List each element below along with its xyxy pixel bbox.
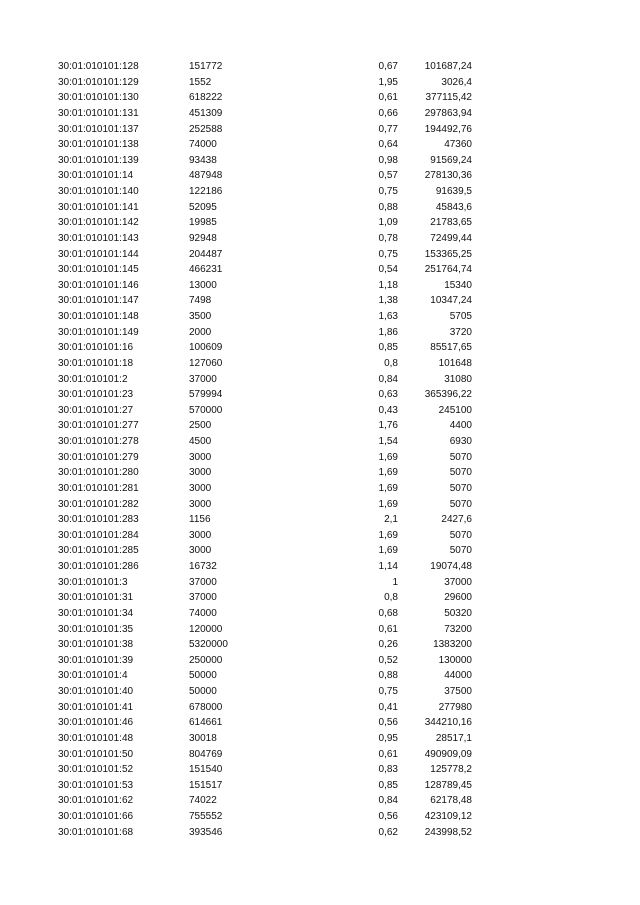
area-cell: 3000 (189, 482, 212, 494)
cadastral-number-cell: 30:01:010101:146 (58, 279, 139, 291)
total-cell: 194492,76 (424, 123, 472, 135)
table-row (0, 293, 640, 309)
table-row (0, 122, 640, 138)
area-cell: 3000 (189, 545, 212, 557)
cadastral-number-cell: 30:01:010101:16 (58, 342, 134, 354)
area-cell: 92948 (189, 232, 217, 244)
area-cell: 122186 (189, 186, 223, 197)
table-row (0, 684, 640, 700)
table-row (0, 231, 640, 247)
coefficient-cell: 1,69 (378, 545, 398, 557)
table-row (0, 809, 640, 825)
total-cell: 277980 (438, 701, 472, 713)
table-row (0, 575, 640, 591)
area-cell: 37000 (189, 576, 217, 588)
cadastral-number-cell: 30:01:010101:145 (58, 264, 139, 276)
total-cell: 72499,44 (430, 232, 472, 244)
total-cell: 3720 (449, 326, 472, 338)
cadastral-number-cell: 30:01:010101:283 (58, 514, 139, 526)
cadastral-number-cell: 30:01:010101:53 (58, 779, 134, 791)
total-cell: 5070 (449, 451, 472, 463)
total-cell: 19074,48 (430, 561, 472, 572)
area-cell: 3500 (189, 311, 212, 322)
area-cell: 487948 (189, 170, 223, 182)
area-cell: 100609 (189, 342, 223, 354)
total-cell: 47360 (444, 139, 472, 151)
cadastral-number-cell: 30:01:010101:2 (58, 373, 128, 385)
table-row (0, 715, 640, 731)
cadastral-number-cell: 30:01:010101:280 (58, 467, 139, 479)
area-cell: 151517 (189, 779, 223, 791)
total-cell: 1383200 (433, 639, 472, 651)
area-cell: 466231 (189, 264, 223, 276)
area-cell: 151772 (189, 61, 223, 72)
cadastral-number-cell: 30:01:010101:286 (58, 561, 139, 572)
total-cell: 5070 (449, 498, 472, 510)
table-row (0, 590, 640, 606)
total-cell: 365396,22 (424, 389, 472, 401)
total-cell: 91569,24 (430, 154, 472, 166)
total-cell: 344210,16 (424, 717, 472, 729)
cadastral-number-cell: 30:01:010101:40 (58, 686, 134, 697)
table-row (0, 793, 640, 809)
area-cell: 250000 (189, 654, 223, 666)
total-cell: 3026,4 (441, 76, 472, 88)
total-cell: 21783,65 (430, 217, 472, 229)
coefficient-cell: 0,41 (378, 701, 398, 713)
area-cell: 13000 (189, 279, 217, 291)
table-row (0, 512, 640, 528)
area-cell: 3000 (189, 498, 212, 510)
table-row (0, 403, 640, 419)
coefficient-cell: 1,86 (378, 326, 398, 338)
area-cell: 614661 (189, 717, 223, 729)
total-cell: 297863,94 (424, 107, 472, 119)
cadastral-number-cell: 30:01:010101:39 (58, 654, 134, 666)
cadastral-number-cell: 30:01:010101:46 (58, 717, 134, 729)
cadastral-number-cell: 30:01:010101:128 (58, 61, 139, 72)
total-cell: 128789,45 (424, 779, 472, 791)
cadastral-number-cell: 30:01:010101:23 (58, 389, 134, 401)
coefficient-cell: 0,84 (378, 373, 398, 385)
total-cell: 37500 (444, 686, 472, 697)
table-row (0, 622, 640, 638)
coefficient-cell: 0,26 (378, 639, 398, 651)
total-cell: 4400 (449, 420, 472, 432)
table-row (0, 309, 640, 325)
coefficient-cell: 0,61 (378, 748, 398, 760)
area-cell: 30018 (189, 732, 217, 744)
cadastral-number-cell: 30:01:010101:137 (58, 123, 139, 135)
area-cell: 37000 (189, 373, 217, 385)
area-cell: 1552 (189, 76, 212, 88)
total-cell: 73200 (444, 623, 472, 635)
total-cell: 5070 (449, 467, 472, 479)
coefficient-cell: 0,57 (378, 170, 398, 182)
cadastral-number-cell: 30:01:010101:143 (58, 232, 139, 244)
coefficient-cell: 1,76 (378, 420, 398, 432)
total-cell: 91639,5 (435, 186, 472, 197)
cadastral-number-cell: 30:01:010101:62 (58, 795, 134, 807)
table-row (0, 825, 640, 841)
table-row (0, 700, 640, 716)
table-row (0, 606, 640, 622)
cadastral-number-cell: 30:01:010101:140 (58, 186, 139, 197)
total-cell: 101648 (438, 357, 472, 369)
area-cell: 3000 (189, 467, 212, 479)
table-row (0, 434, 640, 450)
cadastral-number-cell: 30:01:010101:139 (58, 154, 139, 166)
cadastral-number-cell: 30:01:010101:144 (58, 248, 139, 260)
coefficient-cell: 0,62 (378, 826, 398, 838)
total-cell: 5070 (449, 529, 472, 541)
area-cell: 570000 (189, 404, 223, 416)
total-cell: 29600 (444, 592, 472, 604)
coefficient-cell: 0,56 (378, 717, 398, 729)
cadastral-number-cell: 30:01:010101:3 (58, 576, 128, 588)
cadastral-number-cell: 30:01:010101:68 (58, 826, 134, 838)
cadastral-number-cell: 30:01:010101:130 (58, 92, 139, 104)
total-cell: 45843,6 (435, 201, 472, 213)
area-cell: 37000 (189, 592, 217, 604)
coefficient-cell: 0,54 (378, 264, 398, 276)
coefficient-cell: 1,18 (378, 279, 398, 291)
table-row (0, 387, 640, 403)
coefficient-cell: 1,14 (378, 561, 398, 572)
cadastral-number-cell: 30:01:010101:277 (58, 420, 139, 432)
area-cell: 151540 (189, 764, 223, 776)
area-cell: 393546 (189, 826, 223, 838)
cadastral-number-cell: 30:01:010101:141 (58, 201, 139, 213)
area-cell: 451309 (189, 107, 223, 119)
total-cell: 6930 (449, 436, 472, 447)
total-cell: 423109,12 (424, 811, 472, 822)
table-row (0, 75, 640, 91)
total-cell: 101687,24 (424, 61, 472, 72)
coefficient-cell: 0,75 (378, 686, 398, 697)
coefficient-cell: 0,75 (378, 186, 398, 197)
cadastral-number-cell: 30:01:010101:142 (58, 217, 139, 229)
area-cell: 16732 (189, 561, 217, 572)
coefficient-cell: 1,54 (378, 436, 398, 447)
coefficient-cell: 0,95 (378, 732, 398, 744)
area-cell: 3000 (189, 451, 212, 463)
area-cell: 1156 (189, 514, 211, 526)
cadastral-number-cell: 30:01:010101:131 (58, 107, 139, 119)
coefficient-cell: 1,69 (378, 482, 398, 494)
cadastral-number-cell: 30:01:010101:27 (58, 404, 134, 416)
table-row (0, 418, 640, 434)
area-cell: 50000 (189, 670, 217, 682)
area-cell: 127060 (189, 357, 223, 369)
coefficient-cell: 1,09 (378, 217, 398, 229)
coefficient-cell: 0,98 (378, 154, 398, 166)
coefficient-cell: 0,75 (378, 248, 398, 260)
table-row (0, 168, 640, 184)
area-cell: 93438 (189, 154, 217, 166)
coefficient-cell: 0,63 (378, 389, 398, 401)
table-row (0, 465, 640, 481)
data-table (0, 59, 640, 840)
coefficient-cell: 0,88 (378, 201, 398, 213)
cadastral-number-cell: 30:01:010101:14 (58, 170, 134, 182)
cadastral-number-cell: 30:01:010101:285 (58, 545, 139, 557)
coefficient-cell: 1,69 (378, 451, 398, 463)
coefficient-cell: 0,61 (378, 92, 398, 104)
total-cell: 50320 (444, 607, 472, 619)
area-cell: 74000 (189, 139, 217, 151)
cadastral-number-cell: 30:01:010101:35 (58, 623, 134, 635)
area-cell: 74000 (189, 607, 217, 619)
total-cell: 153365,25 (424, 248, 472, 260)
table-row (0, 137, 640, 153)
area-cell: 50000 (189, 686, 217, 697)
cadastral-number-cell: 30:01:010101:148 (58, 311, 139, 322)
table-row (0, 450, 640, 466)
table-row (0, 637, 640, 653)
coefficient-cell: 0,52 (378, 654, 398, 666)
table-row (0, 247, 640, 263)
total-cell: 245100 (438, 404, 472, 416)
table-row (0, 668, 640, 684)
total-cell: 28517,1 (435, 732, 472, 744)
coefficient-cell: 1,69 (378, 529, 398, 541)
table-row (0, 762, 640, 778)
coefficient-cell: 1,63 (378, 311, 398, 322)
cadastral-number-cell: 30:01:010101:31 (58, 592, 134, 604)
total-cell: 37000 (444, 576, 472, 588)
area-cell: 252588 (189, 123, 223, 135)
coefficient-cell: 0,88 (378, 670, 398, 682)
coefficient-cell: 1,95 (378, 76, 398, 88)
coefficient-cell: 0,84 (378, 795, 398, 807)
area-cell: 755552 (189, 811, 223, 822)
cadastral-number-cell: 30:01:010101:281 (58, 482, 139, 494)
total-cell: 10347,24 (430, 295, 472, 307)
area-cell: 74022 (189, 795, 217, 807)
table-row (0, 184, 640, 200)
area-cell: 579994 (189, 389, 223, 401)
total-cell: 85517,65 (430, 342, 472, 354)
area-cell: 7498 (189, 295, 212, 307)
area-cell: 618222 (189, 92, 223, 104)
cadastral-number-cell: 30:01:010101:147 (58, 295, 139, 307)
cadastral-number-cell: 30:01:010101:149 (58, 326, 139, 338)
cadastral-number-cell: 30:01:010101:282 (58, 498, 139, 510)
area-cell: 5320000 (189, 639, 228, 651)
total-cell: 2427,6 (441, 514, 472, 526)
coefficient-cell: 1 (392, 576, 398, 588)
total-cell: 125778,2 (430, 764, 472, 776)
total-cell: 5070 (449, 545, 472, 557)
table-row (0, 372, 640, 388)
table-row (0, 528, 640, 544)
table-row (0, 356, 640, 372)
coefficient-cell: 0,85 (378, 342, 398, 354)
table-row (0, 106, 640, 122)
table-row (0, 481, 640, 497)
total-cell: 251764,74 (424, 264, 472, 276)
coefficient-cell: 0,43 (378, 404, 398, 416)
coefficient-cell: 1,69 (378, 467, 398, 479)
cadastral-number-cell: 30:01:010101:34 (58, 607, 134, 619)
table-row (0, 153, 640, 169)
coefficient-cell: 0,77 (378, 123, 398, 135)
total-cell: 377115,42 (425, 92, 472, 104)
cadastral-number-cell: 30:01:010101:138 (58, 139, 139, 151)
total-cell: 130000 (438, 654, 472, 666)
total-cell: 62178,48 (430, 795, 472, 807)
total-cell: 490909,09 (424, 748, 472, 760)
cadastral-number-cell: 30:01:010101:279 (58, 451, 139, 463)
area-cell: 4500 (189, 436, 212, 447)
total-cell: 243998,52 (424, 826, 472, 838)
coefficient-cell: 0,8 (384, 357, 398, 369)
total-cell: 278130,36 (424, 170, 472, 182)
table-row (0, 325, 640, 341)
cadastral-number-cell: 30:01:010101:278 (58, 436, 139, 447)
cadastral-number-cell: 30:01:010101:18 (58, 357, 134, 369)
total-cell: 15340 (444, 279, 472, 291)
cadastral-number-cell: 30:01:010101:66 (58, 811, 134, 822)
table-row (0, 731, 640, 747)
cadastral-number-cell: 30:01:010101:129 (58, 76, 139, 88)
table-row (0, 559, 640, 575)
table-row (0, 262, 640, 278)
area-cell: 204487 (189, 248, 223, 260)
coefficient-cell: 0,64 (378, 139, 398, 151)
cadastral-number-cell: 30:01:010101:38 (58, 639, 134, 651)
table-row (0, 653, 640, 669)
coefficient-cell: 0,83 (378, 764, 398, 776)
area-cell: 2000 (189, 326, 212, 338)
cadastral-number-cell: 30:01:010101:48 (58, 732, 134, 744)
cadastral-number-cell: 30:01:010101:52 (58, 764, 134, 776)
area-cell: 678000 (189, 701, 223, 713)
area-cell: 3000 (189, 529, 212, 541)
coefficient-cell: 2,1 (384, 514, 398, 526)
coefficient-cell: 1,38 (378, 295, 398, 307)
table-row (0, 778, 640, 794)
total-cell: 5070 (449, 482, 472, 494)
coefficient-cell: 0,61 (378, 623, 398, 635)
area-cell: 52095 (189, 201, 217, 213)
area-cell: 2500 (189, 420, 212, 432)
table-row (0, 90, 640, 106)
table-row (0, 340, 640, 356)
cadastral-number-cell: 30:01:010101:41 (58, 701, 134, 713)
cadastral-number-cell: 30:01:010101:4 (58, 670, 128, 682)
table-row (0, 200, 640, 216)
table-row (0, 543, 640, 559)
coefficient-cell: 0,67 (378, 61, 398, 72)
table-row (0, 278, 640, 294)
coefficient-cell: 1,69 (378, 498, 398, 510)
coefficient-cell: 0,66 (378, 107, 398, 119)
coefficient-cell: 0,85 (378, 779, 398, 791)
table-row (0, 215, 640, 231)
table-row (0, 747, 640, 763)
total-cell: 5705 (449, 311, 472, 322)
coefficient-cell: 0,78 (378, 232, 398, 244)
area-cell: 804769 (189, 748, 223, 760)
area-cell: 19985 (189, 217, 217, 229)
total-cell: 44000 (444, 670, 472, 682)
coefficient-cell: 0,8 (384, 592, 398, 604)
table-row (0, 497, 640, 513)
area-cell: 120000 (189, 623, 223, 635)
table-row (0, 59, 640, 75)
cadastral-number-cell: 30:01:010101:50 (58, 748, 134, 760)
total-cell: 31080 (444, 373, 472, 385)
coefficient-cell: 0,56 (378, 811, 398, 822)
coefficient-cell: 0,68 (378, 607, 398, 619)
cadastral-number-cell: 30:01:010101:284 (58, 529, 139, 541)
